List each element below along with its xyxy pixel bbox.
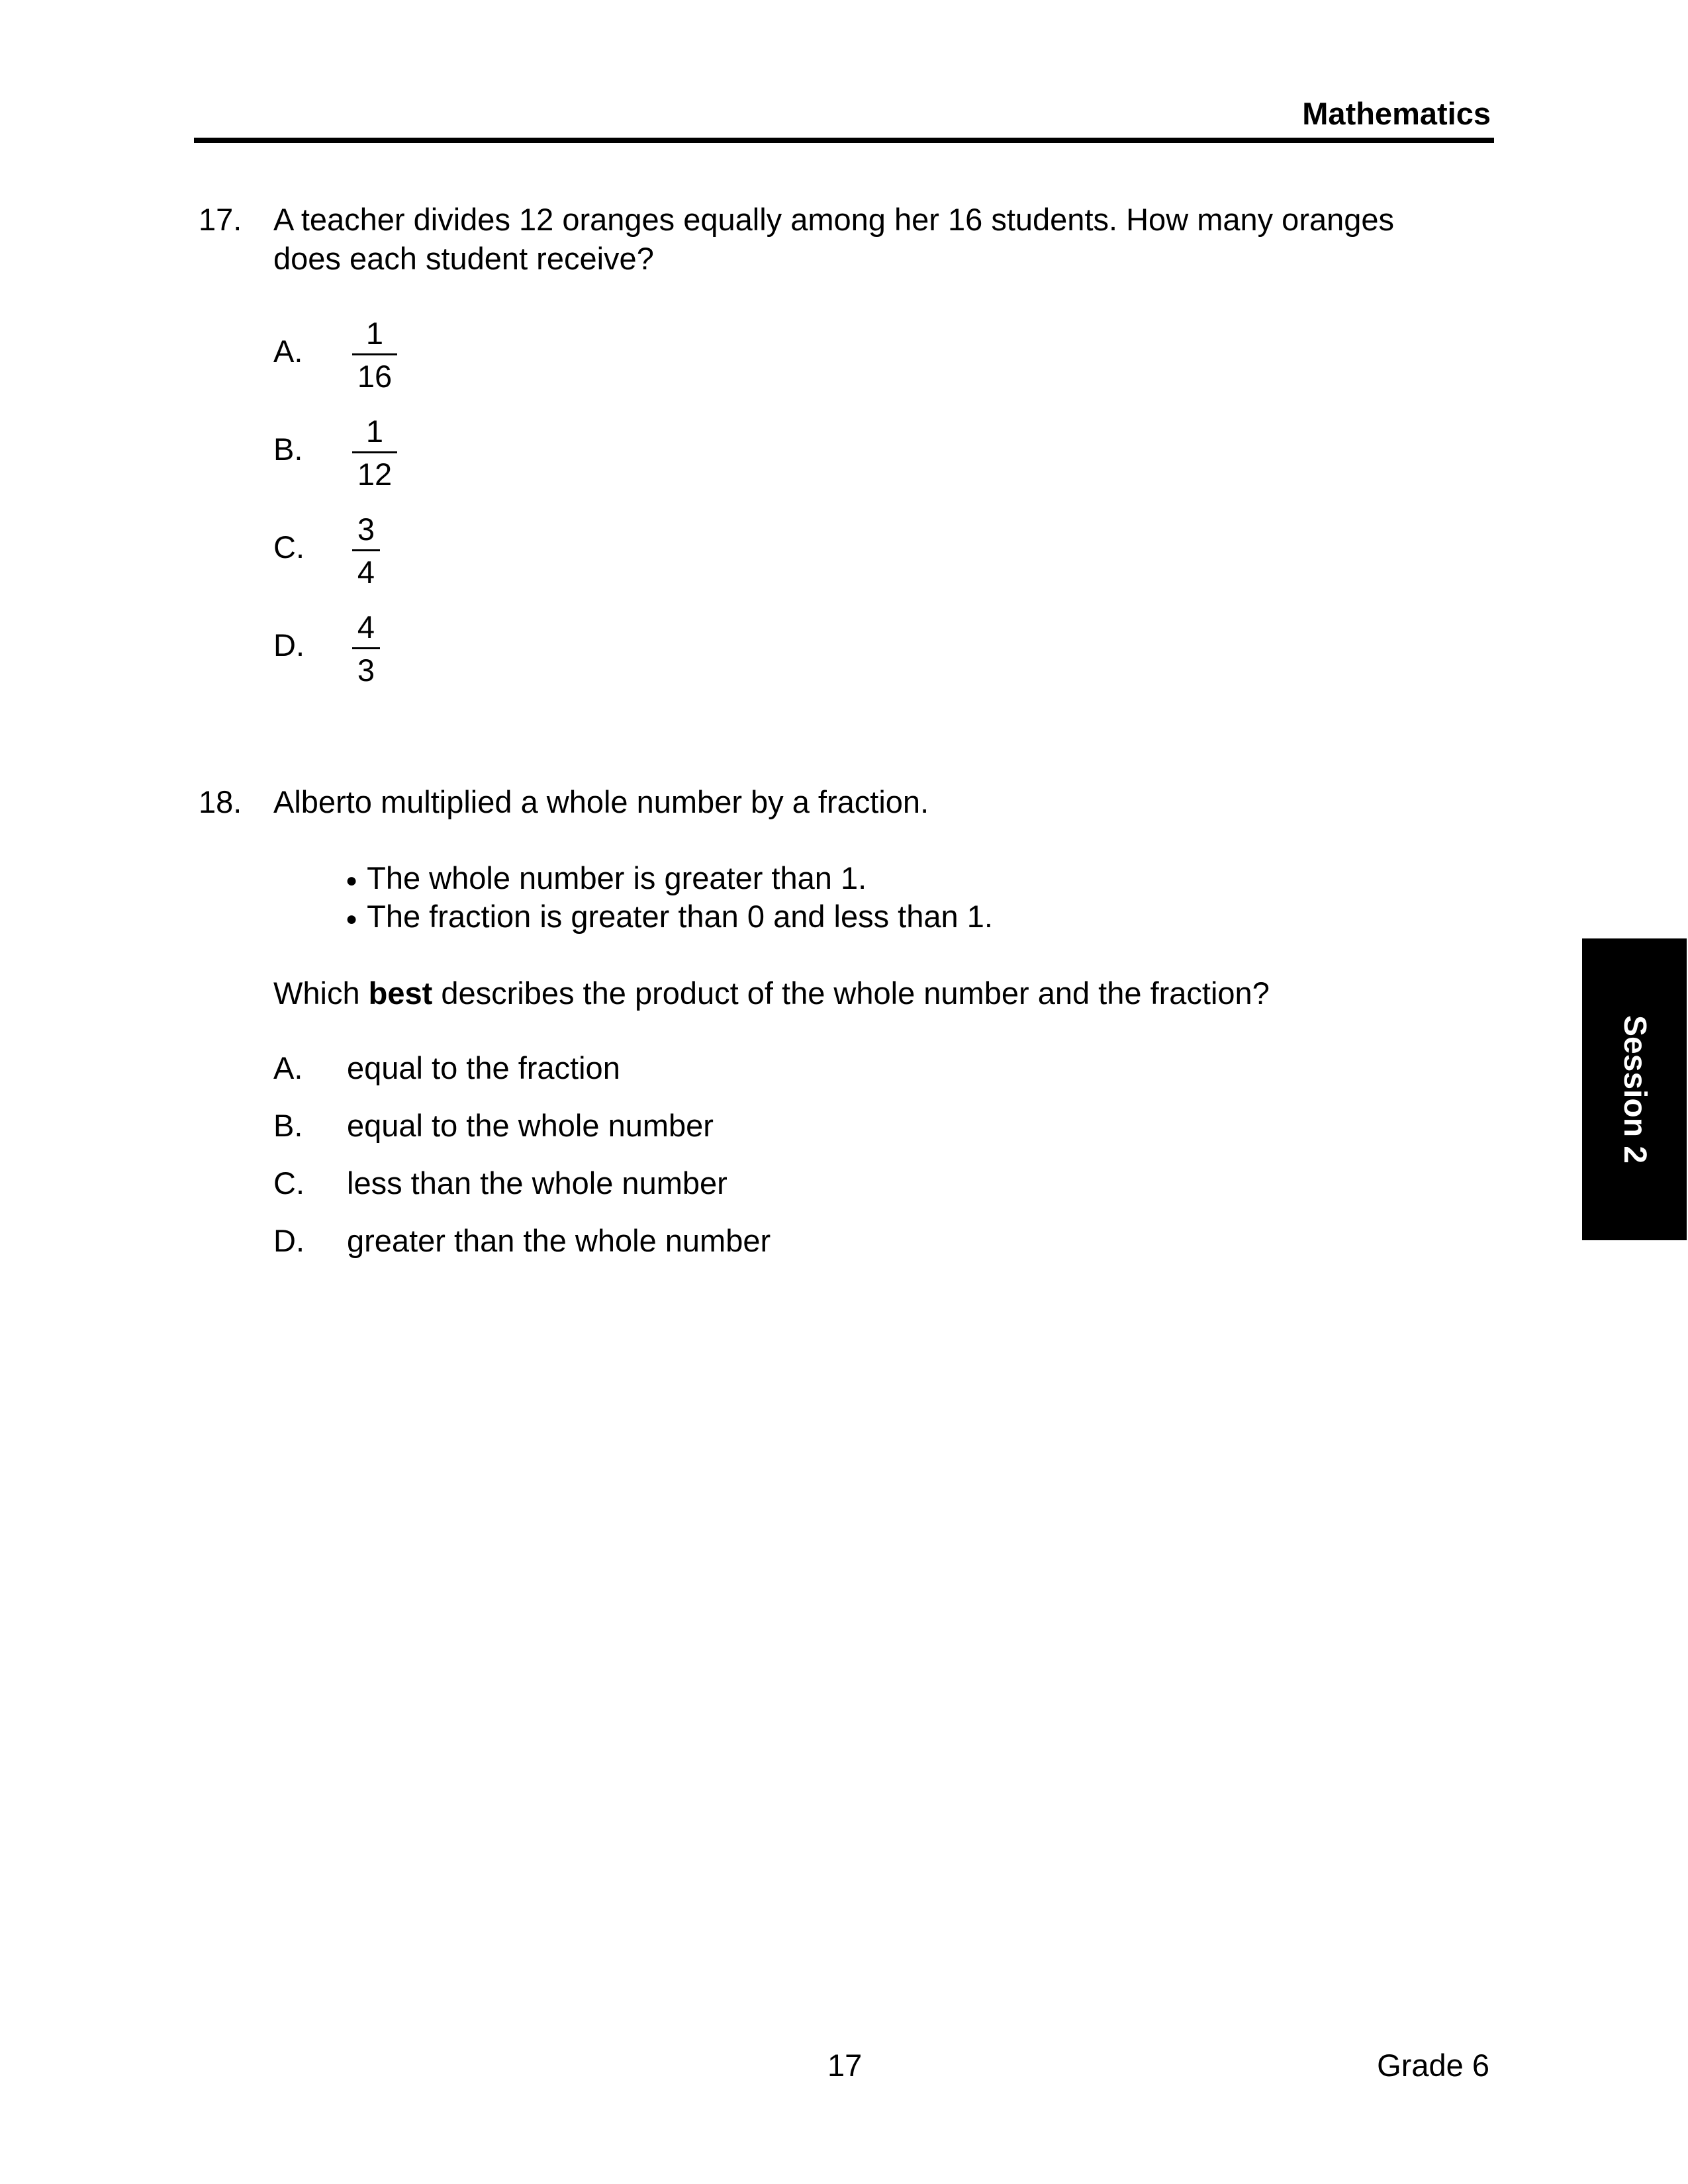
grade-label: Grade 6	[1377, 2048, 1489, 2083]
page-number: 17	[827, 2048, 863, 2083]
q18-bullet-item	[346, 901, 993, 932]
bullet-text: The whole number is greater than 1.	[367, 860, 867, 895]
q18-option-c-letter: C.	[273, 1165, 305, 1201]
bullet-text: The fraction is greater than 0 and less than 1.	[367, 899, 993, 934]
fraction-bar	[352, 353, 397, 355]
fraction-numerator: 1	[365, 414, 384, 449]
fraction-bar	[352, 549, 380, 551]
q18-option-a-letter: A.	[273, 1050, 303, 1085]
subject-title: Mathematics	[1302, 96, 1491, 131]
q18-option-a-text: equal to the fraction	[347, 1050, 620, 1085]
fraction-bar	[352, 647, 380, 649]
fraction-denominator: 3	[357, 653, 375, 688]
q18-option-c-text: less than the whole number	[347, 1165, 727, 1201]
fraction-numerator: 3	[357, 512, 375, 547]
q17-option-b-letter: B.	[273, 432, 303, 467]
q17-option-b-fraction	[352, 416, 397, 490]
prompt-post: describes the product of the whole number and the fraction?	[432, 976, 1270, 1011]
q17-option-d-fraction	[352, 612, 380, 686]
question-18-number: 18.	[199, 784, 242, 819]
fraction-denominator: 4	[357, 555, 375, 590]
fraction-denominator: 16	[357, 359, 393, 394]
fraction-numerator: 1	[365, 316, 384, 351]
q17-option-a-letter: A.	[273, 334, 303, 369]
prompt-pre: Which	[273, 976, 369, 1011]
bullet-icon: ●	[346, 907, 358, 930]
fraction-numerator: 4	[357, 610, 375, 645]
bullet-icon: ●	[346, 869, 358, 891]
q17-option-c-fraction	[352, 514, 380, 588]
fraction-bar	[352, 451, 397, 453]
header-rule	[194, 138, 1494, 143]
q17-option-d-letter: D.	[273, 627, 305, 662]
q18-option-b-text: equal to the whole number	[347, 1108, 714, 1143]
q18-option-d-letter: D.	[273, 1223, 305, 1258]
question-18-intro: Alberto multiplied a whole number by a fraction.	[273, 784, 929, 819]
q18-bullet-item	[346, 862, 867, 893]
session-tab-label: Session 2	[1617, 1015, 1652, 1164]
prompt-bold: best	[368, 976, 433, 1011]
q17-option-c-letter: C.	[273, 529, 305, 565]
q18-option-d-text: greater than the whole number	[347, 1223, 771, 1258]
q17-option-a-fraction	[352, 318, 397, 392]
q18-option-b-letter: B.	[273, 1108, 303, 1143]
question-17-text-line1: A teacher divides 12 oranges equally among her 16 students. How many oranges	[273, 202, 1395, 237]
question-17-text-line2: does each student receive?	[273, 241, 654, 276]
fraction-denominator: 12	[357, 457, 393, 492]
question-17-number: 17.	[199, 202, 242, 237]
question-18-prompt	[273, 978, 1270, 1009]
